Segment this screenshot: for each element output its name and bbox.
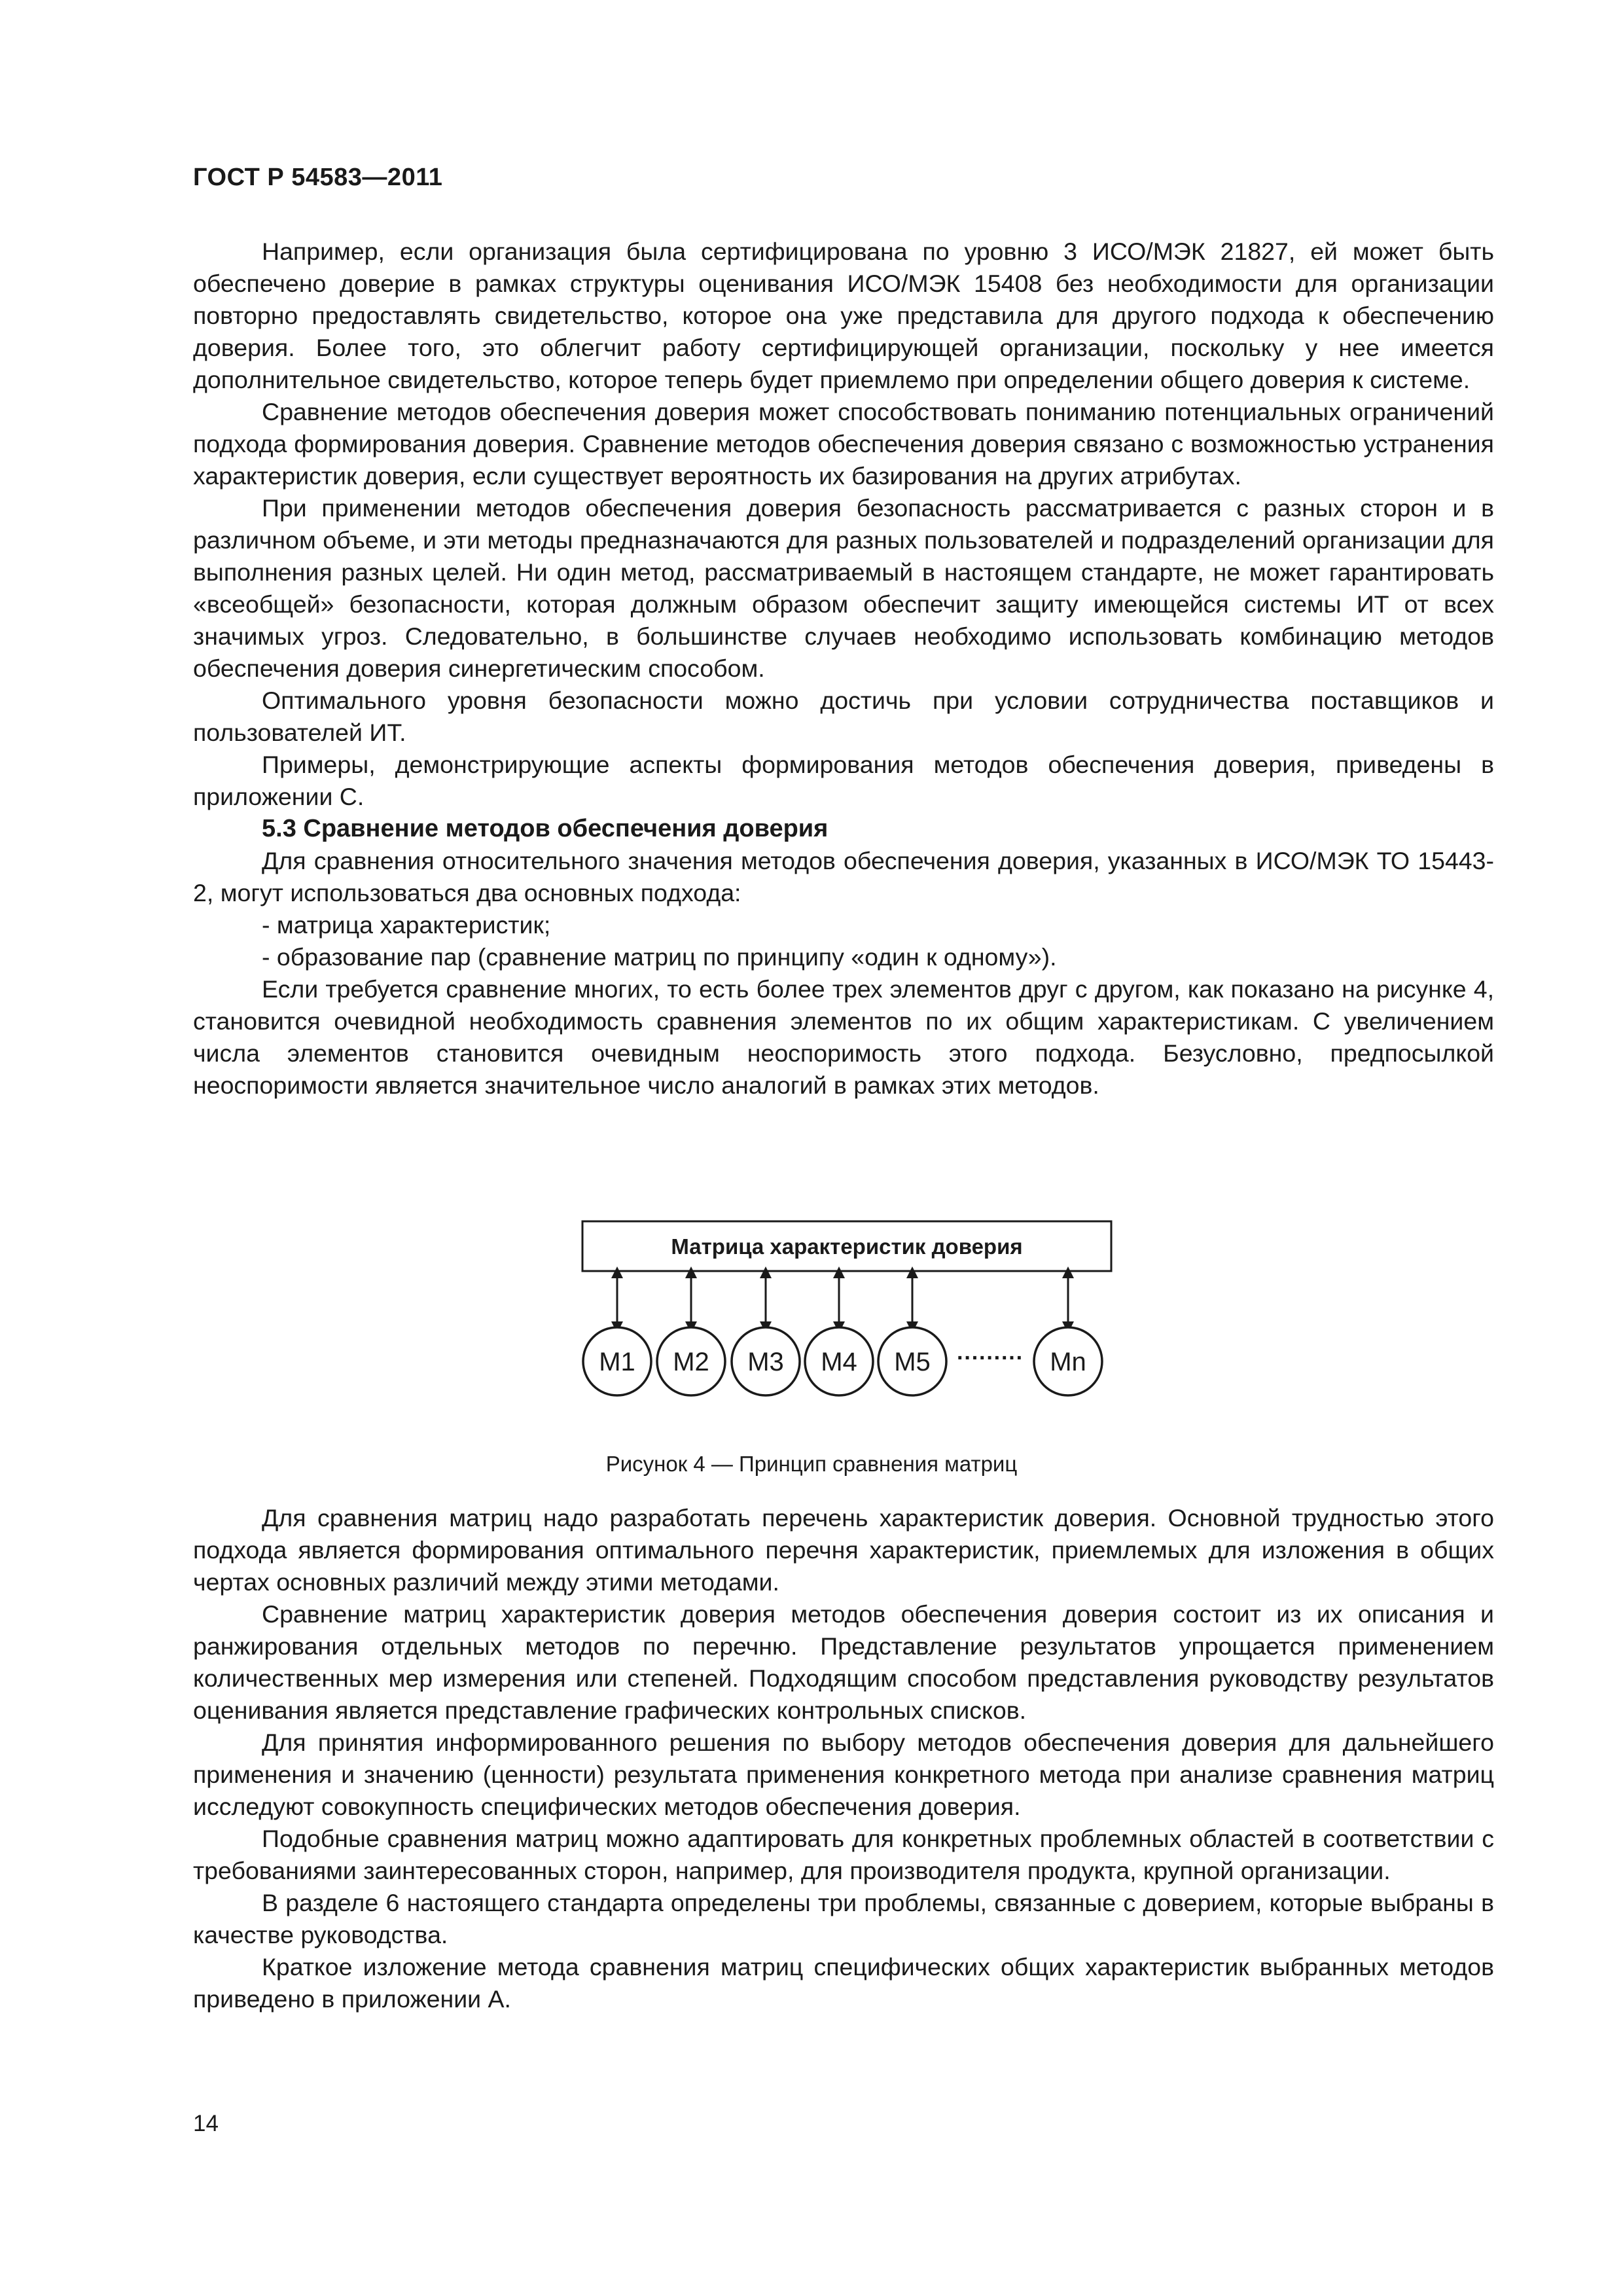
page-number: 14 [193, 2111, 219, 2136]
node-label: M5 [894, 1348, 931, 1376]
section-heading: 5.3 Сравнение методов обеспечения доверия [262, 815, 829, 842]
paragraph: Подобные сравнения матриц можно адаптировать для конкретных проблемных областей в соответствии с требованиями заинтересованных сторон, например, для производителя продукта, крупной организации. [193, 1825, 1494, 1884]
figure-matrix-comparison [576, 1216, 1126, 1439]
paragraph: Для принятия информированного решения по выбору методов обеспечения доверия для дальнейшего применения и значению (ценности) результата применения конкретного метода при анализе сравнения матриц исследуют совокупность специфических методов обеспечения доверия. [193, 1729, 1494, 1820]
node-label: M3 [747, 1348, 784, 1376]
paragraph: Сравнение методов обеспечения доверия может способствовать пониманию потенциальных ограничений подхода формирования доверия. Сравнение методов обеспечения доверия связано с возможностью устранения характеристик доверия, если существует вероятность их базирования на других атрибутах. [193, 398, 1494, 490]
paragraph: В разделе 6 настоящего стандарта определены три проблемы, связанные с доверием, которые выбраны в качестве руководства. [193, 1889, 1494, 1948]
section-a [193, 236, 1494, 1102]
node-label: M4 [821, 1348, 857, 1376]
node-label: Mn [1050, 1348, 1086, 1376]
paragraph: Для сравнения матриц надо разработать перечень характеристик доверия. Основной трудностью этого подхода является формирования оптимального перечня характеристик, приемлемых для изложения в общих чертах основных различий между этими методами. [193, 1504, 1494, 1596]
list-item: - образование пар (сравнение матриц по принципу «один к одному»). [262, 943, 1057, 971]
paragraph: Примеры, демонстрирующие аспекты формирования методов обеспечения доверия, приведены в приложении С. [193, 751, 1494, 810]
paragraph: Оптимального уровня безопасности можно достичь при условии сотрудничества поставщиков и пользователей ИТ. [193, 687, 1494, 746]
paragraph: При применении методов обеспечения доверия безопасность рассматривается с разных сторон и в различном объеме, и эти методы предназначаются для разных пользователей и подразделений организации для выполнения разных целей. Ни один метод, рассматриваемый в настоящем стандарте, не может гарантировать «всеобщей» безопасности, которая должным образом обеспечит защиту имеющейся системы ИТ от всех значимых угроз. Следовательно, в большинстве случаев необходимо использовать комбинацию методов обеспечения доверия синергетическим способом. [193, 494, 1494, 682]
figure-caption: Рисунок 4 — Принцип сравнения матриц [605, 1452, 1018, 1476]
matrix-box-label: Матрица характеристик доверия [671, 1234, 1023, 1259]
ellipsis-dots: ········· [957, 1346, 1024, 1371]
paragraph: Сравнение матриц характеристик доверия методов обеспечения доверия состоит из их описания и ранжирования отдельных методов по перечню. Представление результатов упрощается применением количественных мер измерения или степеней. Подходящим способом представления руководству результатов оценивания является представление графических контрольных списков. [193, 1600, 1494, 1724]
node-label: M2 [673, 1348, 709, 1376]
paragraph: Если требуется сравнение многих, то есть более трех элементов друг с другом, как показано на рисунке 4, становится очевидной необходимость сравнения элементов по их общим характеристикам. С увеличением числа элементов становится очевидным неоспоримость этого подхода. Безусловно, предпосылкой неоспоримости является значительное число аналогий в рамках этих методов. [193, 975, 1494, 1099]
section-c [193, 1502, 1494, 2015]
paragraph: Для сравнения относительного значения методов обеспечения доверия, указанных в ИСО/МЭК ТО 15443-2, могут использоваться два основных подхода: [193, 847, 1494, 906]
paragraph: Краткое изложение метода сравнения матриц специфических общих характеристик выбранных методов приведено в приложении А. [193, 1953, 1494, 2013]
paragraph: Например, если организация была сертифицирована по уровню 3 ИСО/МЭК 21827, ей может быть обеспечено доверие в рамках структуры оценивания ИСО/МЭК 15408 без необходимости для организации повторно предоставлять свидетельство, которое она уже представила для другого подхода к обеспечению доверия. Более того, это облегчит работу сертифицирующей организации, поскольку у нее имеется дополнительное свидетельство, которое теперь будет приемлемо при определении общего доверия к системе. [193, 238, 1494, 393]
document-header: ГОСТ Р 54583—2011 [193, 164, 443, 191]
list-item: - матрица характеристик; [262, 911, 551, 939]
node-label: M1 [599, 1348, 635, 1376]
